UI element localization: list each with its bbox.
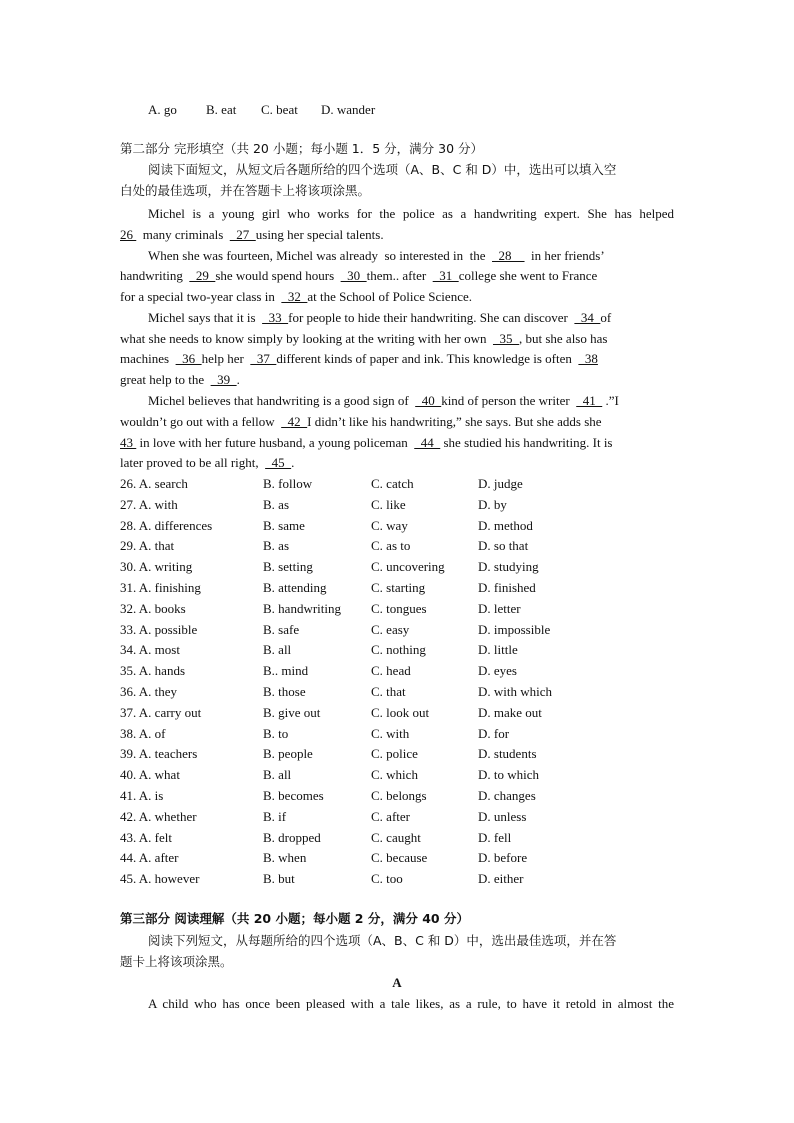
question-option-b: B. when [263,850,307,866]
top-option-d: D. wander [321,102,376,117]
blank: 43 [120,435,137,450]
blank: 42 [281,414,308,429]
question-option-d: D. students [478,746,537,762]
question-option-c: C. easy [371,621,410,637]
question-option-a: 27. A. with [120,496,178,512]
section-a-title: A [392,975,402,990]
question-option-c: C. caught [371,829,421,845]
question-option-c: C. which [371,767,418,783]
question-option-c: C. uncovering [371,559,445,575]
question-option-c: C. tongues [371,600,427,616]
blank: 36 [175,351,202,366]
question-option-a: 36. A. they [120,684,178,699]
question-option-d: D. make out [478,704,542,720]
question-option-b: B. attending [263,580,327,595]
blank: 28 [492,248,525,263]
question-option-b: B. as [263,538,289,554]
question-option-b: B. but [263,871,295,887]
blank: 38 [578,351,598,366]
blank: 39 [210,372,237,387]
question-option-d: D. with which [478,684,553,699]
blank: 44 [414,435,441,450]
part3-instruction-2: 题卡上将该项涂黑。 [120,954,233,969]
question-option-d: D. fell [478,829,512,845]
question-option-b: B. same [263,517,305,533]
question-option-a: 44. A. after [120,850,179,866]
question-option-a: 32. A. books [120,600,186,616]
blank: 37 [250,351,277,366]
question-option-b: B. safe [263,621,300,637]
question-option-c: C. that [371,684,406,699]
passage-line: later proved to be all right, 45 . [120,455,295,470]
question-option-a: 26. A. search [120,476,188,491]
question-option-b: B. handwriting [263,600,341,616]
question-option-c: C. police [371,746,418,762]
question-option-b: B. give out [263,704,321,720]
blank: 32 [281,289,308,304]
question-option-b: B. dropped [263,829,321,845]
question-option-c: C. starting [371,580,426,595]
question-option-a: 29. A. that [120,538,175,554]
question-option-a: 33. A. possible [120,621,198,637]
passage-line: Michel says that it is 33 for people to hide their handwriting. She can discover 34 of [148,310,612,325]
blank: 30 [340,268,367,283]
question-option-b: B. all [263,767,292,783]
question-option-d: D. for [478,725,510,741]
blank: 45 [265,455,292,470]
question-option-a: 35. A. hands [120,663,185,679]
passage-line: Michel is a young girl who works for the police as a handwriting expert. She has helped [148,206,674,221]
question-option-c: C. because [371,850,428,866]
question-option-d: D. method [478,517,533,533]
blank: 27 [229,227,256,242]
question-option-c: C. catch [371,476,414,491]
part3-instruction-1: 阅读下列短文，从每题所给的四个选项（A、B、C 和 D）中，选出最佳选项，并在答 [148,933,617,948]
passage-line: 43 in love with her future husband, a young policeman 44 she studied his handwriting. It is [120,435,613,450]
question-option-b: B. all [263,642,292,658]
question-option-d: D. finished [478,580,536,595]
question-option-d: D. before [478,850,528,866]
question-option-b: B. as [263,496,289,512]
top-option-c: C. beat [261,102,298,117]
question-option-a: 31. A. finishing [120,580,201,595]
question-option-c: C. after [371,808,410,824]
top-option-b: B. eat [206,102,237,117]
passage-line: When she was fourteen, Michel was already so interested in the 28 in her friends’ [148,248,605,263]
question-option-a: 39. A. teachers [120,746,198,762]
blank: 31 [432,268,459,283]
question-option-d: D. unless [478,808,527,824]
question-option-c: C. with [371,725,410,741]
question-option-d: D. to which [478,767,540,783]
question-option-c: C. way [371,517,408,533]
part2-instruction-2: 白处的最佳选项，并在答题卡上将该项涂黑。 [120,183,371,198]
question-option-b: B. setting [263,559,313,575]
question-option-b: B.. mind [263,663,309,679]
question-option-c: C. belongs [371,788,427,803]
question-option-a: 43. A. felt [120,829,172,845]
question-option-b: B. becomes [263,788,324,803]
question-option-d: D. little [478,642,518,658]
question-option-c: C. like [371,496,406,512]
blank: 34 [574,310,601,325]
part3-heading: 第三部分 阅读理解（共 20 小题；每小题 2 分，满分 40 分） [120,911,469,926]
question-option-b: B. if [263,808,287,824]
question-option-a: 37. A. carry out [120,704,202,720]
question-option-d: D. by [478,496,507,512]
question-option-d: D. studying [478,559,539,575]
question-option-d: D. judge [478,476,523,491]
passage-line: for a special two-year class in 32 at the School of Police Science. [120,289,472,304]
question-option-b: B. people [263,746,313,762]
question-option-a: 45. A. however [120,871,200,887]
question-option-b: B. those [263,684,306,699]
blank: 35 [492,331,519,346]
section-a-text: A child who has once been pleased with a tale likes, as a rule, to have it retold in almost the [148,996,674,1011]
passage-line: Michel believes that handwriting is a good sign of 40 kind of person the writer 41 .”I [148,393,619,408]
passage-line: wouldn’t go out with a fellow 42 I didn’t like his handwriting,” she says. But she adds she [120,414,602,429]
question-option-b: B. to [263,725,289,741]
question-option-a: 30. A. writing [120,559,193,575]
question-option-a: 41. A. is [120,788,164,803]
question-option-d: D. impossible [478,621,551,637]
question-option-c: C. as to [371,538,411,554]
question-option-a: 34. A. most [120,642,180,658]
blank: 29 [189,268,216,283]
question-option-d: D. changes [478,788,536,803]
question-option-d: D. letter [478,600,521,616]
top-option-a: A. go [148,102,177,117]
blank: 26 [120,227,137,242]
question-option-b: B. follow [263,476,313,491]
question-option-c: C. nothing [371,642,426,658]
passage-line: great help to the 39 . [120,372,240,387]
part2-instruction-1: 阅读下面短文，从短文后各题所给的四个选项（A、B、C 和 D）中，选出可以填入空 [148,162,617,177]
passage-line: machines 36 help her 37 different kinds of paper and ink. This knowledge is often 38 [120,351,598,366]
blank: 33 [262,310,289,325]
question-option-a: 28. A. differences [120,517,213,533]
part2-heading: 第二部分 完形填空（共 20 小题；每小题 1．5 分，满分 30 分） [120,141,484,156]
passage-line: handwriting 29 she would spend hours 30 them.. after 31 college she went to France [120,268,598,283]
question-option-c: C. head [371,663,411,679]
question-option-d: D. eyes [478,663,517,679]
blank: 40 [415,393,442,408]
question-option-a: 38. A. of [120,725,166,741]
question-option-c: C. too [371,871,403,887]
question-option-a: 42. A. whether [120,808,197,824]
blank: 41 [576,393,603,408]
question-option-d: D. either [478,871,524,887]
passage-line: 26 many criminals 27 using her special talents. [120,227,384,242]
question-option-d: D. so that [478,538,529,554]
passage-line: what she needs to know simply by looking at the writing with her own 35 , but she also has [120,331,608,346]
question-option-a: 40. A. what [120,767,180,783]
question-option-c: C. look out [371,704,430,720]
